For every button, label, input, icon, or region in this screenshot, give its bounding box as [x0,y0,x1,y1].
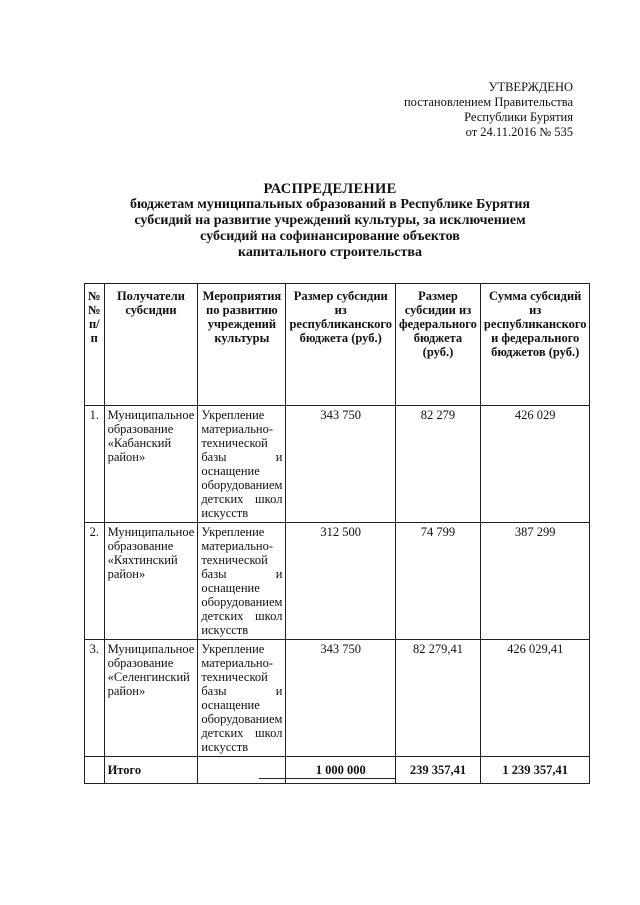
row-num: 2. [85,523,105,640]
approval-authority: Республики Бурятия [464,110,573,124]
row-federal: 74 799 [396,523,481,640]
total-num-empty [85,757,105,784]
table-total-row [85,757,590,784]
row-num: 1. [85,406,105,523]
title-line-4: капитального строительства [238,245,422,260]
header-activity: Мероприятия по развитию учреждений культуры [198,284,286,406]
table-row [85,406,590,523]
approval-stamp [404,80,573,140]
header-total: Сумма субсидий из республиканского и федерального бюджетов (руб.) [480,284,590,406]
total-label: Итого [104,757,198,784]
approval-date-number: от 24.11.2016 № 535 [465,125,573,139]
row-republic: 343 750 [286,406,396,523]
header-federal: Размер субсидии из федерального бюджета (руб.) [396,284,481,406]
table-header-row [85,284,590,406]
approval-title: УТВЕРЖДЕНО [488,80,573,94]
document-title [80,181,580,261]
title-main: РАСПРЕДЕЛЕНИЕ [263,181,397,197]
row-recipient: Муниципальное образование «Селенгинский район» [104,640,198,757]
total-republic: 1 000 000 [286,757,396,784]
row-activity: Укрепление материально-технической базы и оснащение оборудованием детских школ искусств [198,523,286,640]
row-federal: 82 279 [396,406,481,523]
total-sum: 1 239 357,41 [480,757,590,784]
header-republic: Размер субсидии из республиканского бюджета (руб.) [286,284,396,406]
row-recipient: Муниципальное образование «Кабанский район» [104,406,198,523]
header-num: №№ п/п [85,284,105,406]
end-of-document-line [259,778,395,779]
row-total: 426 029,41 [480,640,590,757]
row-republic: 312 500 [286,523,396,640]
row-total: 387 299 [480,523,590,640]
row-recipient: Муниципальное образование «Кяхтинский район» [104,523,198,640]
subsidy-distribution-table [84,283,590,784]
row-num: 3. [85,640,105,757]
row-total: 426 029 [480,406,590,523]
row-republic: 343 750 [286,640,396,757]
row-federal: 82 279,41 [396,640,481,757]
table-row [85,523,590,640]
row-activity: Укрепление материально-технической базы и оснащение оборудованием детских школ искусств [198,640,286,757]
title-line-1: бюджетам муниципальных образований в Республике Бурятия [130,197,530,212]
title-line-3: субсидий на софинансирование объектов [200,229,460,244]
title-line-2: субсидий на развитие учреждений культуры, за исключением [134,213,526,228]
approval-issuer: постановлением Правительства [403,95,573,109]
header-recipient: Получатели субсидии [104,284,198,406]
row-activity: Укрепление материально-технической базы и оснащение оборудованием детских школ искусств [198,406,286,523]
total-federal: 239 357,41 [396,757,481,784]
table-row [85,640,590,757]
total-activity-empty [198,757,286,784]
